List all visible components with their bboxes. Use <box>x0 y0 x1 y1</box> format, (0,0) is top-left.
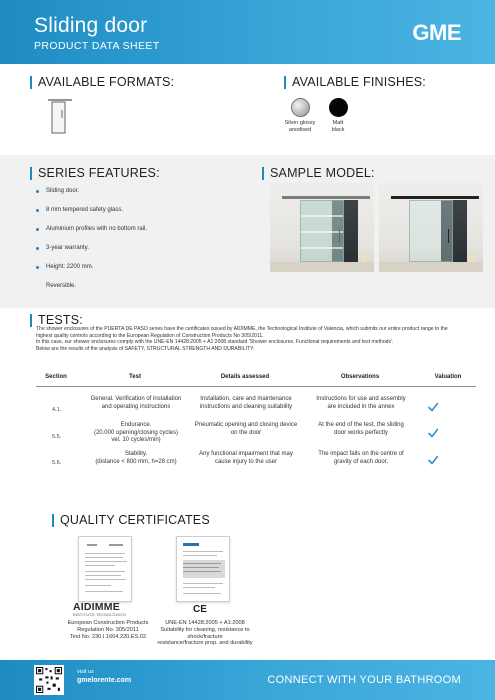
finish-label-line2: anodised <box>288 126 312 133</box>
caption-line: Test No. 230.I.1604.220.ES.02 <box>69 633 147 640</box>
caption-line: Regulation No. 305/2011 <box>77 626 139 633</box>
row-test-line: General. Verification of installation <box>90 396 182 402</box>
bullet-icon <box>36 228 39 231</box>
tests-intro-p2: In this case, our shower enclosures comply with the UNE-EN 14428:2005 + A1:2008 standard 'Shower enclosures. Functional requirements and test methods'. <box>36 339 394 345</box>
row-test-line: Stability. <box>124 451 148 457</box>
list-item <box>36 245 147 264</box>
caption-line: Suitability for cleaning, resistance to <box>160 626 250 633</box>
finish-silver <box>280 98 320 133</box>
feature-text: 8 mm tempered safety glass. <box>46 207 124 213</box>
qr-code-icon[interactable] <box>34 665 64 695</box>
checkmark-icon <box>428 455 438 465</box>
features-heading <box>30 166 160 180</box>
page-footer <box>0 660 495 700</box>
features-list <box>36 188 147 302</box>
tests-intro-p3: Below are the results of the analysis of SAFETY, STRUCTURAL STRENGTH AND DURABILITY: <box>36 345 255 352</box>
finish-label-line1: Silver glossy <box>284 120 316 126</box>
row-details <box>190 451 302 466</box>
feature-text: Reversible. <box>46 283 77 289</box>
row-observations <box>305 451 417 466</box>
sliding-door-format-icon <box>48 98 72 134</box>
formats-heading <box>30 75 174 89</box>
row-test <box>80 451 192 466</box>
row-observations-line: The impact falls on the centre of <box>318 451 404 457</box>
finish-swatch-silver <box>291 98 310 117</box>
aidimme-logo-sub: INSTITUTO TECNOLÓGICO <box>73 613 127 617</box>
row-section: 4.1. <box>52 407 62 413</box>
table-divider <box>36 386 476 387</box>
finish-swatch-black <box>329 98 348 117</box>
heading-accent-bar <box>30 314 32 327</box>
list-item <box>36 226 147 245</box>
tests-intro <box>36 326 456 352</box>
footer-website-link[interactable]: gmelorente.com <box>77 677 132 684</box>
list-item <box>36 264 147 283</box>
caption-line: European Construction Products <box>67 620 149 626</box>
feature-text: Aluminium profiles with no bottom rail. <box>46 226 148 232</box>
checkmark-icon <box>428 402 438 412</box>
caption-line: shock/fracture <box>187 633 223 640</box>
certificate-caption-ce <box>145 620 265 647</box>
row-test <box>80 422 192 445</box>
bullet-icon <box>36 190 39 193</box>
tests-intro-p1: The shower enclosures of the PUERTA DE PASO series have the certificates issued by AIDIMME, the Technological Institute of Valencia, which submits our entire product range to the highest quality controls according to the European Regulation of Construction Products No 305/2011. <box>36 326 448 339</box>
list-item <box>36 207 147 226</box>
footer-slogan: CONNECT WITH YOUR BATHROOM <box>267 674 461 686</box>
row-test-line: and operating instructions <box>101 403 171 410</box>
col-header-section: Section <box>45 374 67 380</box>
row-details-line: Pneumatic opening and closing device <box>194 422 298 428</box>
heading-accent-bar <box>284 76 286 89</box>
aidimme-logo-name: AIDIMME <box>73 601 120 613</box>
row-details-line: on the door <box>230 429 262 436</box>
row-details-line: Installation, care and maintenance <box>200 396 292 402</box>
certificate-document-aidimme <box>78 536 132 602</box>
feature-text: Sliding door. <box>46 188 80 194</box>
row-test-line: vel. 10 cycles/min) <box>111 437 161 443</box>
sample-heading <box>262 166 375 180</box>
row-test-line: (distance < 800 mm, h=28 cm) <box>95 458 177 465</box>
checkmark-icon <box>428 428 438 438</box>
row-observations-line: door works perfectly <box>334 429 388 436</box>
quality-heading-label: QUALITY CERTIFICATES <box>60 513 210 527</box>
page-title: Sliding door <box>34 14 148 37</box>
finish-label-line1: Matt <box>332 120 344 126</box>
footer-visit-label: visit us <box>77 669 94 675</box>
caption-line: UNE-EN 14428:2005 + A1:2008 <box>165 620 245 626</box>
bullet-icon <box>36 266 39 269</box>
page-header <box>0 0 495 64</box>
row-observations <box>305 422 417 437</box>
col-header-details: Details assessed <box>220 374 270 380</box>
row-test <box>80 396 192 411</box>
heading-accent-bar <box>262 167 264 180</box>
heading-accent-bar <box>30 76 32 89</box>
sample-photo-clear <box>379 182 483 272</box>
col-header-valuation: Valuation <box>434 374 462 380</box>
heading-accent-bar <box>52 514 54 527</box>
certificate-document-ce <box>176 536 230 602</box>
sample-heading-label: SAMPLE MODEL: <box>270 166 375 180</box>
col-header-observations: Observations <box>340 374 380 380</box>
caption-line: resistance/fracture prop. and durability <box>157 640 253 647</box>
aidimme-logo <box>73 601 143 619</box>
features-heading-label: SERIES FEATURES: <box>38 166 160 180</box>
quality-heading <box>52 513 210 527</box>
heading-accent-bar <box>30 167 32 180</box>
row-section: 5.5. <box>52 434 62 440</box>
bullet-icon <box>36 209 39 212</box>
row-observations-line: Instructions for use and assembly <box>316 396 406 402</box>
sample-photo-frosted <box>270 182 374 272</box>
row-section: 5.6. <box>52 460 62 466</box>
tests-heading <box>30 313 83 327</box>
finishes-heading <box>284 75 426 89</box>
bullet-icon <box>36 247 39 250</box>
page-subtitle: PRODUCT DATA SHEET <box>34 40 160 52</box>
row-observations-line: gravity of each door. <box>333 458 389 465</box>
row-details-line: Any functional impairment that may <box>199 451 293 457</box>
row-test-line: (20.000 opening/closing cycles) <box>93 429 179 436</box>
finishes-heading-label: AVAILABLE FINISHES: <box>292 75 426 89</box>
ce-mark: CE <box>193 604 207 615</box>
row-observations-line: are included in the annex <box>327 403 395 410</box>
row-observations <box>305 396 417 411</box>
list-item <box>36 283 147 302</box>
feature-text: Height: 2200 mm. <box>46 264 94 270</box>
row-details-line: cause injury to the user <box>214 458 278 465</box>
finish-label-line2: black <box>331 126 345 133</box>
brand-logo: GME <box>412 20 461 45</box>
list-item <box>36 188 147 207</box>
feature-text: 3-year warranty. <box>46 245 89 251</box>
row-test-line: Endurance. <box>120 422 152 428</box>
row-observations-line: At the end of the test, the sliding <box>318 422 404 428</box>
row-details-line: instructions and cleaning suitability <box>199 403 293 410</box>
tests-heading-label: TESTS: <box>38 313 83 327</box>
row-details <box>190 396 302 411</box>
row-details <box>190 422 302 437</box>
col-header-test: Test <box>129 374 141 380</box>
finish-black <box>322 98 354 133</box>
formats-heading-label: AVAILABLE FORMATS: <box>38 75 175 89</box>
